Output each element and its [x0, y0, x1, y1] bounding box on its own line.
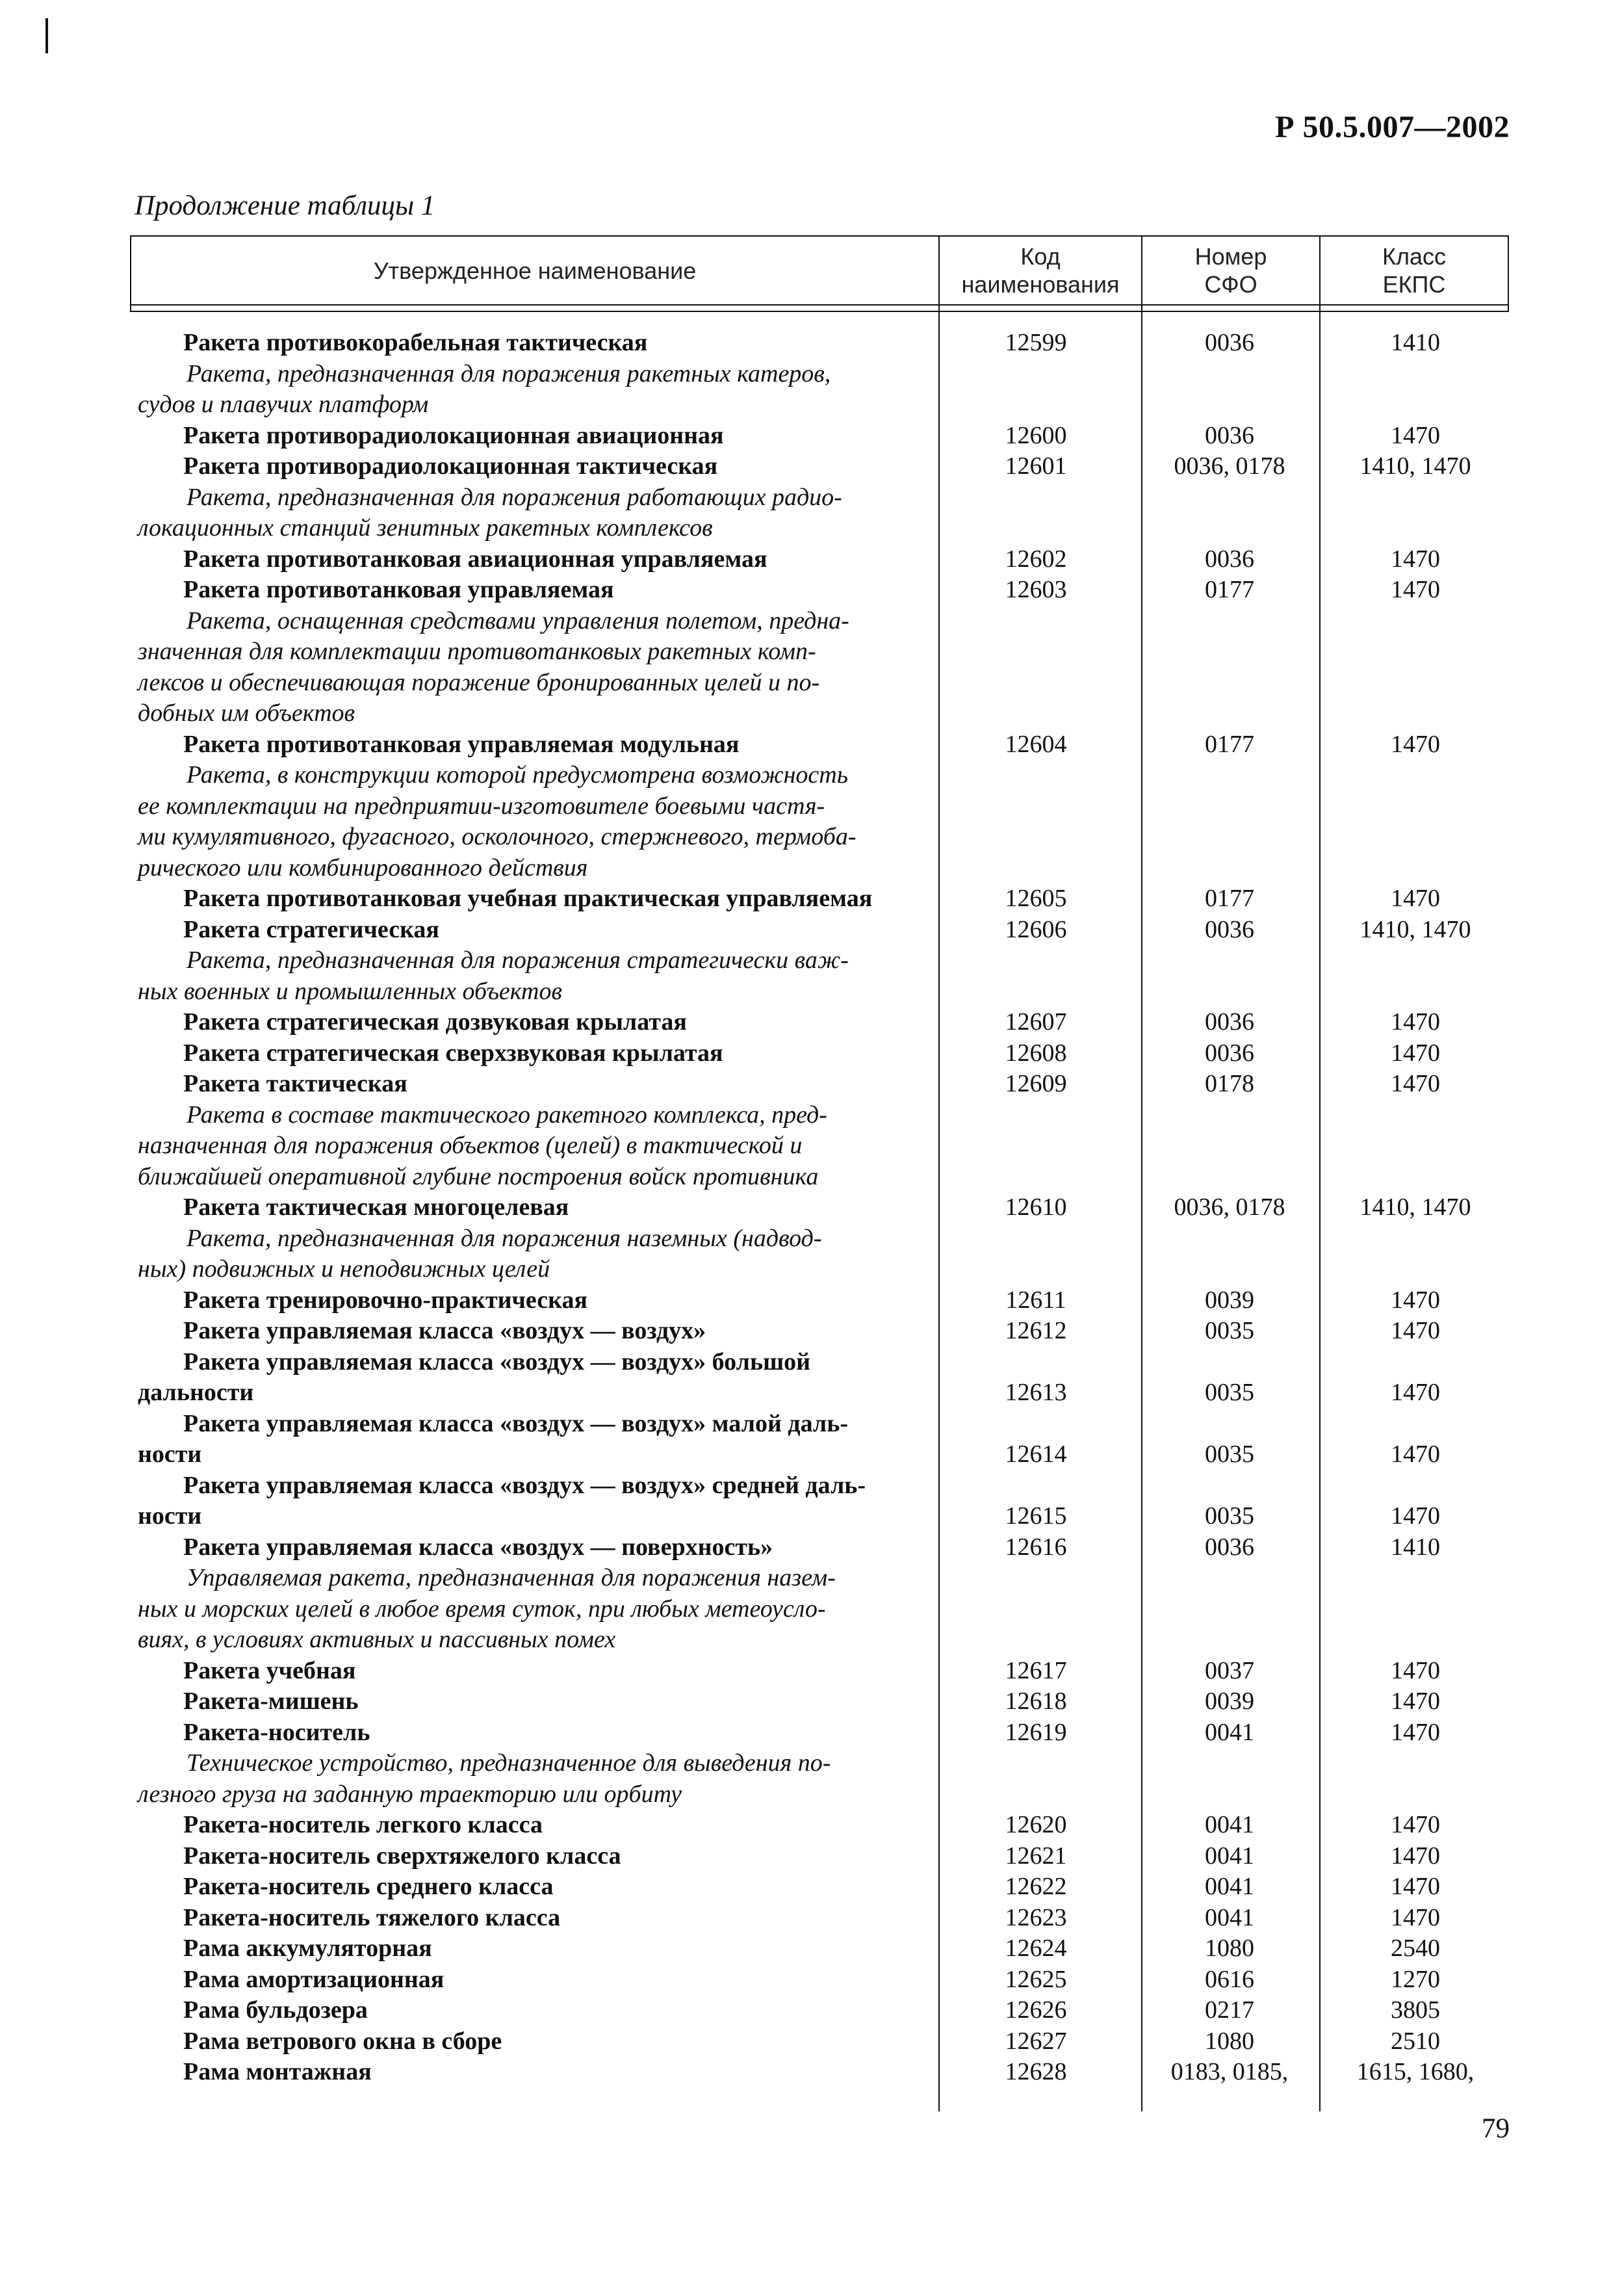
code-cell: 12621	[1005, 1842, 1067, 1870]
sfo-cell: 0036	[1205, 329, 1254, 356]
table-row	[0, 1656, 1624, 1686]
code-cell: 12620	[1005, 1811, 1067, 1838]
item-name: Ракета противотанковая управляемая модульная	[183, 730, 740, 758]
sfo-cell: 0036, 0178	[1174, 1194, 1285, 1221]
description-line	[0, 482, 1624, 513]
sfo-cell: 0035	[1205, 1441, 1254, 1468]
sfo-cell: 0041	[1205, 1873, 1254, 1900]
item-name: Ракета тренировочно-практическая	[183, 1286, 588, 1314]
sfo-cell: 0037	[1205, 1656, 1254, 1684]
item-name: Рама бульдозера	[183, 1996, 368, 2024]
item-name: дальности	[138, 1379, 254, 1406]
code-cell: 12616	[1005, 1533, 1067, 1561]
item-description: локационных станций зенитных ракетных комплексов	[138, 514, 713, 541]
item-description: рического или комбинированного действия	[138, 854, 588, 881]
ekps-cell: 1470	[1391, 1317, 1440, 1344]
item-name: Ракета учебная	[183, 1656, 356, 1684]
ekps-cell: 1470	[1391, 421, 1440, 449]
ekps-cell: 1470	[1391, 1718, 1440, 1746]
item-name: Ракета управляемая класса «воздух — воздух» малой даль-	[183, 1409, 848, 1437]
sfo-cell: 0036	[1205, 915, 1254, 943]
ekps-cell: 1470	[1391, 576, 1440, 603]
table-row	[0, 451, 1624, 482]
item-name: Ракета стратегическая	[183, 915, 439, 943]
item-description: лексов и обеспечивающая поражение бронированных целей и по-	[138, 668, 820, 696]
item-description: ближайшей оперативной глубине построения войск противника	[138, 1162, 819, 1190]
sfo-cell: 1080	[1205, 2027, 1254, 2055]
code-cell: 12600	[1005, 421, 1067, 449]
ekps-cell: 1470	[1391, 1903, 1440, 1931]
ekps-cell: 1410	[1391, 329, 1440, 356]
sfo-cell: 0177	[1205, 576, 1254, 603]
description-line	[0, 945, 1624, 976]
table-row	[0, 729, 1624, 760]
code-cell: 12609	[1005, 1070, 1067, 1097]
table-row	[0, 1377, 1624, 1408]
ekps-cell: 1410, 1470	[1360, 1194, 1471, 1221]
item-description: Ракета, оснащенная средствами управления полетом, предна-	[187, 607, 849, 634]
table-row	[0, 1532, 1624, 1563]
description-line	[0, 1223, 1624, 1254]
table-row	[0, 1810, 1624, 1840]
sfo-cell: 0035	[1205, 1379, 1254, 1406]
ekps-cell: 1470	[1391, 1039, 1440, 1067]
item-name: Ракета противотанковая управляемая	[183, 576, 614, 603]
description-line	[0, 1748, 1624, 1779]
code-cell: 12622	[1005, 1873, 1067, 1900]
item-description: судов и плавучих платформ	[138, 391, 429, 418]
code-cell: 12606	[1005, 915, 1067, 943]
page-number: 79	[1482, 2113, 1510, 2144]
code-cell: 12607	[1005, 1008, 1067, 1036]
code-cell: 12624	[1005, 1935, 1067, 1962]
table-row	[0, 1347, 1624, 1377]
ekps-cell: 1470	[1391, 1873, 1440, 1900]
item-description: виях, в условиях активных и пассивных помех	[138, 1626, 616, 1653]
code-cell: 12619	[1005, 1718, 1067, 1746]
table-row	[0, 1409, 1624, 1439]
sfo-cell: 0036	[1205, 1533, 1254, 1561]
sfo-cell: 0041	[1205, 1718, 1254, 1746]
description-line	[0, 791, 1624, 822]
item-name: Ракета противорадиолокационная авиационная	[183, 421, 724, 449]
item-name: Ракета стратегическая сверхзвуковая крылатая	[183, 1039, 723, 1067]
ekps-cell: 1470	[1391, 1502, 1440, 1530]
table-row	[0, 1501, 1624, 1532]
code-cell: 12628	[1005, 2058, 1067, 2085]
item-name: ности	[138, 1441, 202, 1468]
ekps-cell: 1470	[1391, 1070, 1440, 1097]
sfo-cell: 0036	[1205, 421, 1254, 449]
column-header-line: Код	[1020, 243, 1061, 270]
table-row	[0, 1841, 1624, 1872]
code-cell: 12603	[1005, 576, 1067, 603]
table-row	[0, 1316, 1624, 1346]
ekps-cell: 1470	[1391, 1441, 1440, 1468]
code-cell: 12626	[1005, 1996, 1067, 2024]
item-name: Ракета-носитель легкого класса	[183, 1811, 543, 1838]
code-cell: 12605	[1005, 885, 1067, 912]
sfo-cell: 0041	[1205, 1811, 1254, 1838]
table-row	[0, 1717, 1624, 1748]
sfo-cell: 0177	[1205, 730, 1254, 758]
description-line	[0, 760, 1624, 790]
item-description: Ракета, предназначенная для поражения стратегически важ-	[187, 946, 849, 974]
description-line	[0, 976, 1624, 1007]
table-row	[0, 915, 1624, 945]
table-row	[0, 1439, 1624, 1470]
item-name: Ракета управляемая класса «воздух — воздух»	[183, 1317, 706, 1344]
item-name: Ракета-носитель среднего класса	[183, 1873, 554, 1900]
table-row	[0, 1007, 1624, 1037]
sfo-cell: 0036	[1205, 1039, 1254, 1067]
table-row	[0, 1470, 1624, 1501]
item-name: Ракета противотанковая учебная практическая управляемая	[183, 885, 873, 912]
description-line	[0, 853, 1624, 883]
description-line	[0, 1624, 1624, 1655]
item-name: ности	[138, 1502, 202, 1530]
column-header-line: ЕКПС	[1382, 271, 1446, 298]
item-description: ных военных и промышленных объектов	[138, 977, 562, 1005]
description-line	[0, 1779, 1624, 1810]
item-name: Ракета-носитель	[183, 1718, 370, 1746]
description-line	[0, 1162, 1624, 1192]
description-line	[0, 636, 1624, 667]
item-name: Ракета управляемая класса «воздух — воздух» большой	[183, 1348, 811, 1376]
sfo-cell: 0616	[1205, 1965, 1254, 1993]
item-description: Управляемая ракета, предназначенная для поражения назем-	[187, 1564, 836, 1591]
item-name: Ракета тактическая многоцелевая	[183, 1194, 569, 1221]
description-line	[0, 822, 1624, 852]
sfo-cell: 0177	[1205, 885, 1254, 912]
table-row	[0, 1038, 1624, 1069]
ekps-cell: 1470	[1391, 545, 1440, 573]
code-cell: 12618	[1005, 1688, 1067, 1715]
ekps-cell: 2540	[1391, 1935, 1440, 1962]
item-description: Ракета, в конструкции которой предусмотрена возможность	[187, 761, 849, 789]
column-header-line: Утвержденное наименование	[373, 257, 697, 284]
description-line	[0, 606, 1624, 636]
table-row	[0, 1933, 1624, 1964]
ekps-cell: 1470	[1391, 1842, 1440, 1870]
table-row	[0, 1995, 1624, 2026]
description-line	[0, 513, 1624, 543]
ekps-cell: 1410	[1391, 1533, 1440, 1561]
description-line	[0, 1254, 1624, 1285]
ekps-cell: 1470	[1391, 1008, 1440, 1036]
code-cell: 12599	[1005, 329, 1067, 356]
ekps-cell: 1470	[1391, 1811, 1440, 1838]
description-line	[0, 668, 1624, 698]
column-header-line: СФО	[1204, 271, 1257, 298]
code-cell: 12625	[1005, 1965, 1067, 1993]
item-description: лезного груза на заданную траекторию или орбиту	[138, 1780, 682, 1808]
item-description: Ракета, предназначенная для поражения ракетных катеров,	[187, 359, 831, 387]
ekps-cell: 2510	[1391, 2027, 1440, 2055]
sfo-cell: 0041	[1205, 1842, 1254, 1870]
item-name: Рама ветрового окна в сборе	[183, 2027, 502, 2055]
sfo-cell: 0036	[1205, 1008, 1254, 1036]
table-row	[0, 1964, 1624, 1995]
item-description: добных им объектов	[138, 699, 355, 727]
sfo-cell: 0035	[1205, 1317, 1254, 1344]
description-line	[0, 389, 1624, 420]
item-name: Ракета управляемая класса «воздух — воздух» средней даль-	[183, 1471, 866, 1499]
code-cell: 12602	[1005, 545, 1067, 573]
code-cell: 12610	[1005, 1194, 1067, 1221]
table-row	[0, 544, 1624, 575]
sfo-cell: 0039	[1205, 1286, 1254, 1314]
item-name: Ракета-мишень	[183, 1688, 359, 1715]
sfo-cell: 0041	[1205, 1903, 1254, 1931]
item-name: Ракета-носитель сверхтяжелого класса	[183, 1842, 621, 1870]
sfo-cell: 0035	[1205, 1502, 1254, 1530]
table-row	[0, 421, 1624, 451]
item-description: значенная для комплектации противотанковых ракетных комп-	[138, 638, 816, 665]
sfo-cell: 0217	[1205, 1996, 1254, 2024]
code-cell: 12604	[1005, 730, 1067, 758]
ekps-cell: 1470	[1391, 1688, 1440, 1715]
item-name: Ракета противорадиолокационная тактическая	[183, 452, 718, 480]
table-row	[0, 883, 1624, 914]
table-row	[0, 575, 1624, 605]
column-header-line: наименования	[961, 271, 1120, 298]
item-description: Ракета в составе тактического ракетного комплекса, пред-	[187, 1101, 827, 1128]
code-cell: 12615	[1005, 1502, 1067, 1530]
description-line	[0, 698, 1624, 729]
table-continuation-caption: Продолжение таблицы 1	[135, 190, 435, 221]
item-name: Рама амортизационная	[183, 1965, 445, 1993]
description-line	[0, 1594, 1624, 1624]
table-row	[0, 2026, 1624, 2057]
table-row	[0, 2057, 1624, 2087]
item-name: Рама монтажная	[183, 2058, 372, 2085]
ekps-cell: 1615, 1680,	[1356, 2058, 1475, 2085]
ekps-cell: 1270	[1391, 1965, 1440, 1993]
ekps-cell: 1410, 1470	[1360, 452, 1471, 480]
item-description: ми кумулятивного, фугасного, осколочного, стержневого, термоба-	[138, 823, 857, 850]
item-name: Ракета управляемая класса «воздух — поверхность»	[183, 1533, 773, 1561]
code-cell: 12614	[1005, 1441, 1067, 1468]
item-description: Ракета, предназначенная для поражения наземных (надвод-	[187, 1224, 822, 1252]
code-cell: 12627	[1005, 2027, 1067, 2055]
table-row	[0, 1872, 1624, 1902]
ekps-cell: 1470	[1391, 1286, 1440, 1314]
code-cell: 12611	[1005, 1286, 1066, 1314]
document-code: Р 50.5.007—2002	[1275, 110, 1510, 144]
ekps-cell: 1470	[1391, 730, 1440, 758]
description-line	[0, 1130, 1624, 1161]
code-cell: 12612	[1005, 1317, 1067, 1344]
sfo-cell: 1080	[1205, 1935, 1254, 1962]
item-description: ных и морских целей в любое время суток, при любых метеоусло-	[138, 1595, 826, 1623]
code-cell: 12601	[1005, 452, 1067, 480]
code-cell: 12623	[1005, 1903, 1067, 1931]
item-description: Техническое устройство, предназначенное для выведения по-	[187, 1749, 831, 1777]
table-row	[0, 328, 1624, 358]
ekps-cell: 1470	[1391, 885, 1440, 912]
table-row	[0, 1285, 1624, 1316]
code-cell: 12608	[1005, 1039, 1067, 1067]
item-description: назначенная для поражения объектов (целей) в тактической и	[138, 1132, 803, 1159]
item-name: Ракета стратегическая дозвуковая крылатая	[183, 1008, 687, 1036]
table-row	[0, 1069, 1624, 1099]
ekps-cell: 1470	[1391, 1379, 1440, 1406]
item-name: Ракета-носитель тяжелого класса	[183, 1903, 561, 1931]
item-name: Ракета противотанковая авиационная управляемая	[183, 545, 767, 573]
item-name: Ракета тактическая	[183, 1070, 407, 1097]
ekps-cell: 1410, 1470	[1360, 915, 1471, 943]
item-description: ее комплектации на предприятии-изготовителе боевыми частя-	[138, 792, 825, 820]
description-line	[0, 1100, 1624, 1130]
table-row	[0, 1192, 1624, 1223]
column-header-line: Класс	[1382, 243, 1446, 270]
sfo-cell: 0183, 0185,	[1170, 2058, 1289, 2085]
table-row	[0, 1686, 1624, 1717]
description-line	[0, 359, 1624, 389]
sfo-cell: 0039	[1205, 1688, 1254, 1715]
sfo-cell: 0036, 0178	[1174, 452, 1285, 480]
sfo-cell: 0178	[1205, 1070, 1254, 1097]
item-name: Рама аккумуляторная	[183, 1935, 432, 1962]
code-cell: 12613	[1005, 1379, 1067, 1406]
table-row	[0, 1903, 1624, 1933]
code-cell: 12617	[1005, 1656, 1067, 1684]
sfo-cell: 0036	[1205, 545, 1254, 573]
ekps-cell: 1470	[1391, 1656, 1440, 1684]
item-description: ных) подвижных и неподвижных целей	[138, 1255, 550, 1283]
description-line	[0, 1563, 1624, 1593]
ekps-cell: 3805	[1391, 1996, 1440, 2024]
item-name: Ракета противокорабельная тактическая	[183, 329, 648, 356]
column-header-line: Номер	[1194, 243, 1267, 270]
item-description: Ракета, предназначенная для поражения работающих радио-	[187, 483, 842, 511]
